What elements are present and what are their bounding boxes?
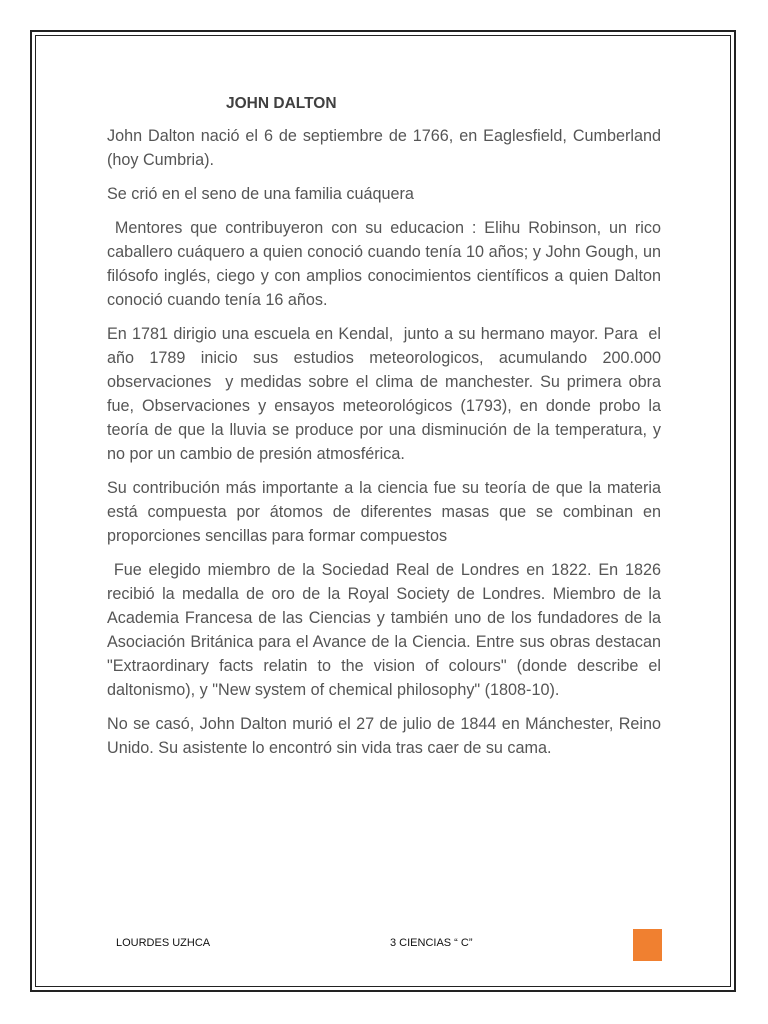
paragraph-contribution: Su contribución más importante a la ciencia fue su teoría de que la materia está compuesta por átomos de diferentes masas que se combinan en proporciones sencillas para formar compuestos (107, 479, 661, 545)
paragraph-mentors: Mentores que contribuyeron con su educacion : Elihu Robinson, un rico caballero cuáquero a quien conoció cuando tenía 10 años; y John Gough, un filósofo inglés, ciego y con amplios conocimientos científicos a quien Dalton conoció cuando tenía 16 años. (107, 219, 666, 309)
document-title: JOHN DALTON (226, 95, 337, 112)
footer-orange-box (633, 929, 662, 961)
paragraph-honors: Fue elegido miembro de la Sociedad Real de Londres en 1822. En 1826 recibió la medalla de oro de la Royal Society de Londres. Miembro de la Academia Francesa de las Ciencias y también uno de los fundadores de la Asociación Británica para el Avance de la Ciencia. Entre sus obras destacan "Extraordinary facts relatin to the vision of colours" (donde describe el daltonismo), y "New system of chemical philosophy" (1808-10). (107, 561, 666, 699)
paragraph-birth: John Dalton nació el 6 de septiembre de 1766, en Eaglesfield, Cumberland (hoy Cumbria). (107, 127, 661, 169)
paragraph-upbringing: Se crió en el seno de una familia cuáquera (107, 185, 414, 203)
footer-author: LOURDES UZHCA (116, 937, 211, 949)
document-body (107, 90, 666, 770)
paragraph-kendal: En 1781 dirigio una escuela en Kendal, junto a su hermano mayor. Para el año 1789 inicio sus estudios meteorologicos, acumulando 200.000 observaciones y medidas sobre el clima de manchester. Su primera obra fue, Observaciones y ensayos meteorológicos (1793), en donde probo la teoría de que la lluvia se produce por una disminución de la temperatura, y no por un cambio de presión atmosférica. (107, 325, 666, 463)
footer-class: 3 CIENCIAS “ C” (390, 937, 473, 949)
paragraph-death: No se casó, John Dalton murió el 27 de julio de 1844 en Mánchester, Reino Unido. Su asistente lo encontró sin vida tras caer de su cama. (107, 715, 661, 757)
